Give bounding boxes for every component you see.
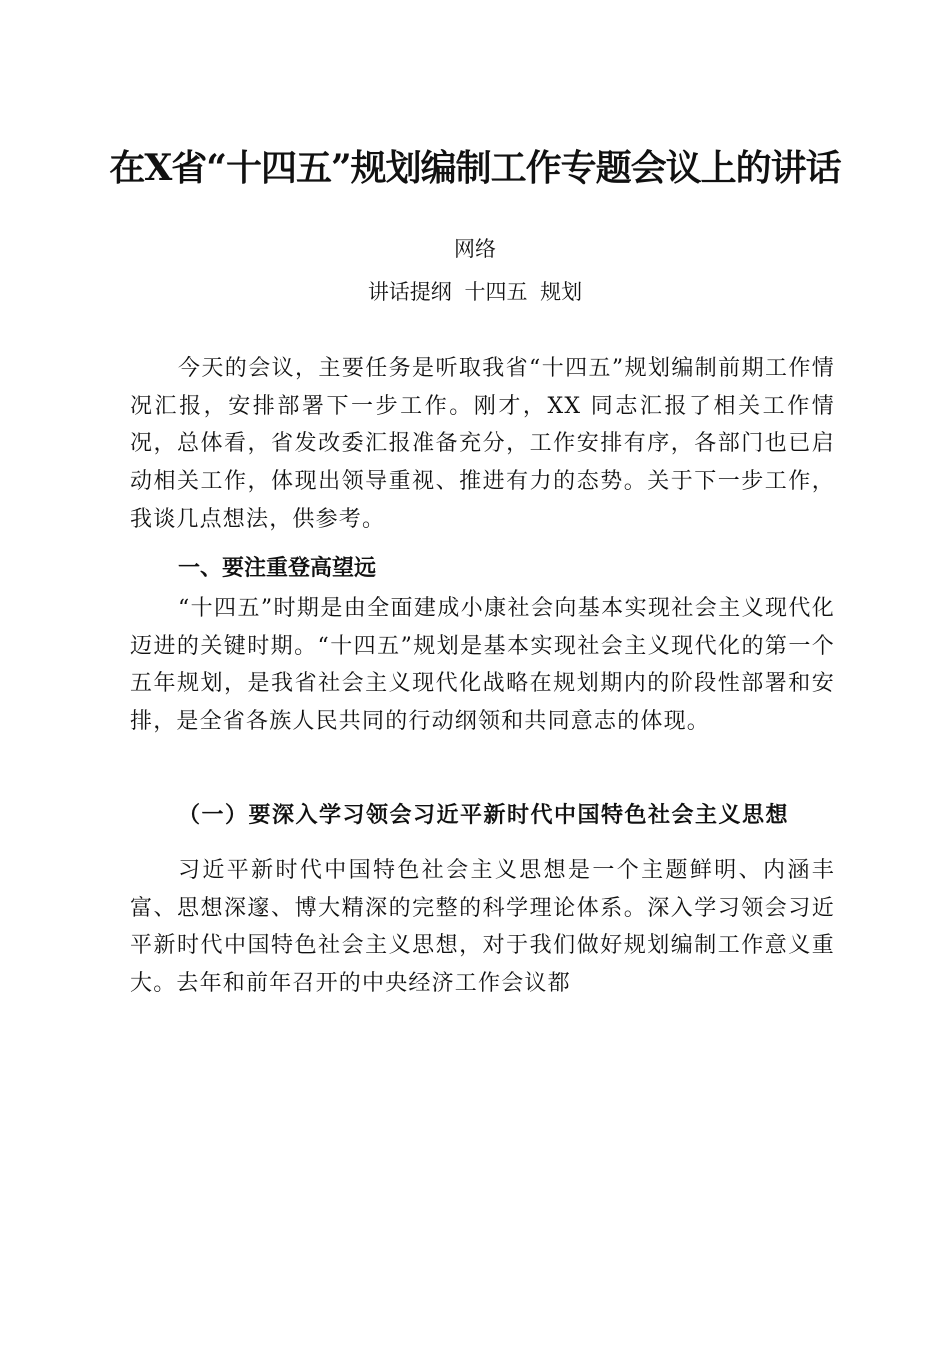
document-title: 在X省“十四五”规划编制工作专题会议上的讲话 xyxy=(109,147,841,189)
section-heading-1: 一、要注重登高望远 xyxy=(178,556,377,581)
paragraph-subsection-1: 习近平新时代中国特色社会主义思想是一个主题鲜明、内涵丰富、思想深邃、博大精深的完整的科学理论体系。深入学习领会习近平新时代中国特色社会主义思想，对于我们做好规划编制工作意义重大。去年和前年召开的中央经济工作会议都 xyxy=(130,858,835,997)
subsection-heading-1: （一）要深入学习领会习近平新时代中国特色社会主义思想 xyxy=(178,802,790,828)
document-author: 网络 xyxy=(454,237,496,261)
paragraph-intro: 今天的会议，主要任务是听取我省“十四五”规划编制前期工作情况汇报，安排部署下一步工作。刚才，XX 同志汇报了相关工作情况，总体看，省发改委汇报准备充分，工作安排有序，各部门也已启动相关工作，体现出领导重视、推进有力的态势。关于下一步工作，我谈几点想法，供参考。 xyxy=(130,356,835,532)
paragraph-section-1: “十四五”时期是由全面建成小康社会向基本实现社会主义现代化迈进的关键时期。“十四五”规划是基本实现社会主义现代化的第一个五年规划，是我省社会主义现代化战略在规划期内的阶段性部署和安排，是全省各族人民共同的行动纲领和共同意志的体现。 xyxy=(130,596,835,735)
document-keywords: 讲话提纲 十四五 规划 xyxy=(367,280,583,304)
